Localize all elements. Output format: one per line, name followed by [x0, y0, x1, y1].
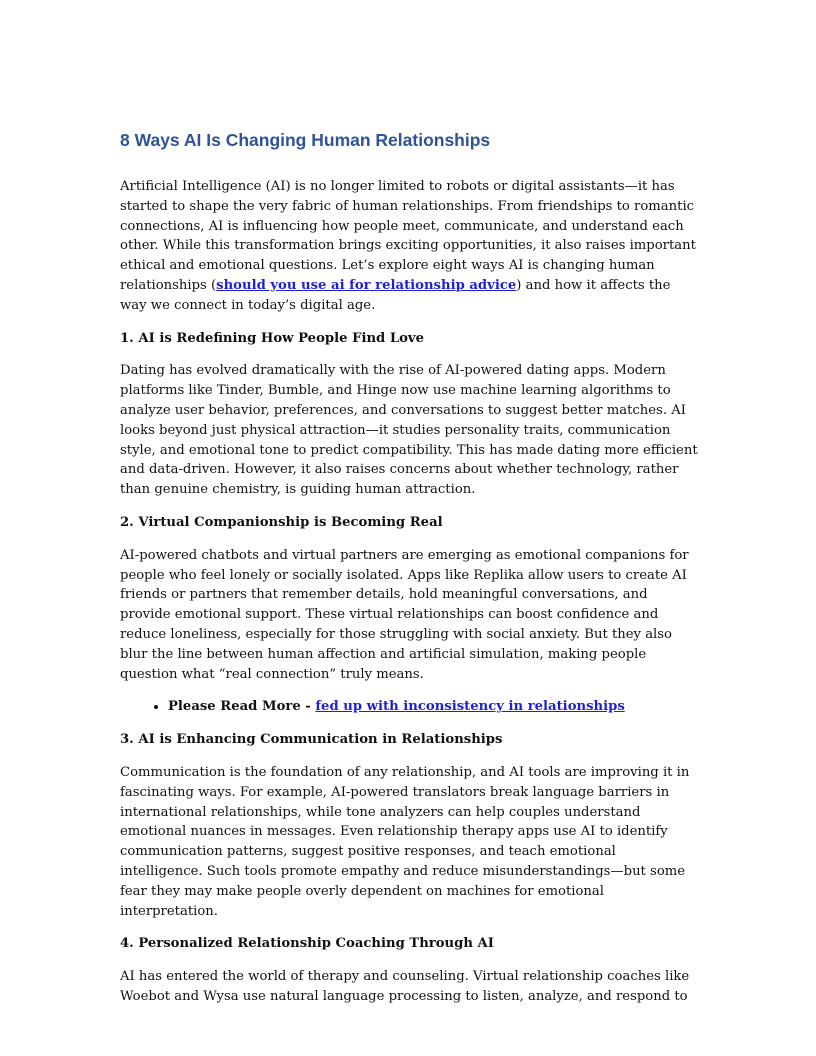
article-title: 8 Ways AI Is Changing Human Relationships: [120, 130, 491, 150]
intro-text-before: Artificial Intelligence (AI) is no longer limited to robots or digital assistants—it has started to shape the very fabric of human relationships. From friendships to romantic connections, AI is influencing how people meet, communicate, and understand each other. While this transformation brings exciting opportunities, it also raises important ethical and emotional questions. Let’s explore eight ways AI is changing human relationships (: [120, 179, 696, 293]
section-4-heading: 4. Personalized Relationship Coaching Through AI: [120, 936, 494, 952]
read-more-list: [120, 697, 700, 717]
section-3-heading: 3. AI is Enhancing Communication in Relationships: [120, 732, 503, 748]
section-2-heading: 2. Virtual Companionship is Becoming Real: [120, 514, 443, 530]
read-more-link[interactable]: fed up with inconsistency in relationships: [315, 699, 625, 715]
read-more-label: Please Read More -: [168, 699, 316, 715]
read-more-item: [168, 697, 700, 717]
intro-paragraph: [120, 177, 700, 316]
section-1-heading: 1. AI is Redefining How People Find Love: [120, 330, 424, 346]
intro-text-after: ) and how it affects the way we connect in today’s digital age.: [120, 277, 671, 313]
document-page: [120, 128, 700, 1020]
section-4-body: AI has entered the world of therapy and counseling. Virtual relationship coaches like Woebot and Wysa use natural language processing to listen, analyze, and respond to: [120, 969, 690, 1004]
section-2-body: AI-powered chatbots and virtual partners are emerging as emotional companions for people who feel lonely or socially isolated. Apps like Replika allow users to create AI friends or partners that remember details, hold meaningful conversations, and provide emotional support. These virtual relationships can boost confidence and reduce loneliness, especially for those struggling with social anxiety. But they also blur the line between human affection and artificial simulation, making people question what “real connection” truly means.: [120, 547, 689, 682]
relationship-advice-link[interactable]: should you use ai for relationship advice: [216, 277, 517, 293]
section-1-body: Dating has evolved dramatically with the rise of AI-powered dating apps. Modern platforms like Tinder, Bumble, and Hinge now use machine learning algorithms to analyze user behavior, preferences, and conversations to suggest better matches. AI looks beyond just physical attraction—it studies personality traits, communication style, and emotional tone to predict compatibility. This has made dating more efficient and data-driven. However, it also raises concerns about whether technology, rather than genuine chemistry, is guiding human attraction.: [120, 363, 698, 498]
section-3-body: Communication is the foundation of any relationship, and AI tools are improving it in fascinating ways. For example, AI-powered translators break language barriers in international relationships, while tone analyzers can help couples understand emotional nuances in messages. Even relationship therapy apps use AI to identify communication patterns, suggest positive responses, and teach emotional intelligence. Such tools promote empathy and reduce misunderstandings—but some fear they may make people overly dependent on machines for emotional interpretation.: [120, 764, 690, 919]
